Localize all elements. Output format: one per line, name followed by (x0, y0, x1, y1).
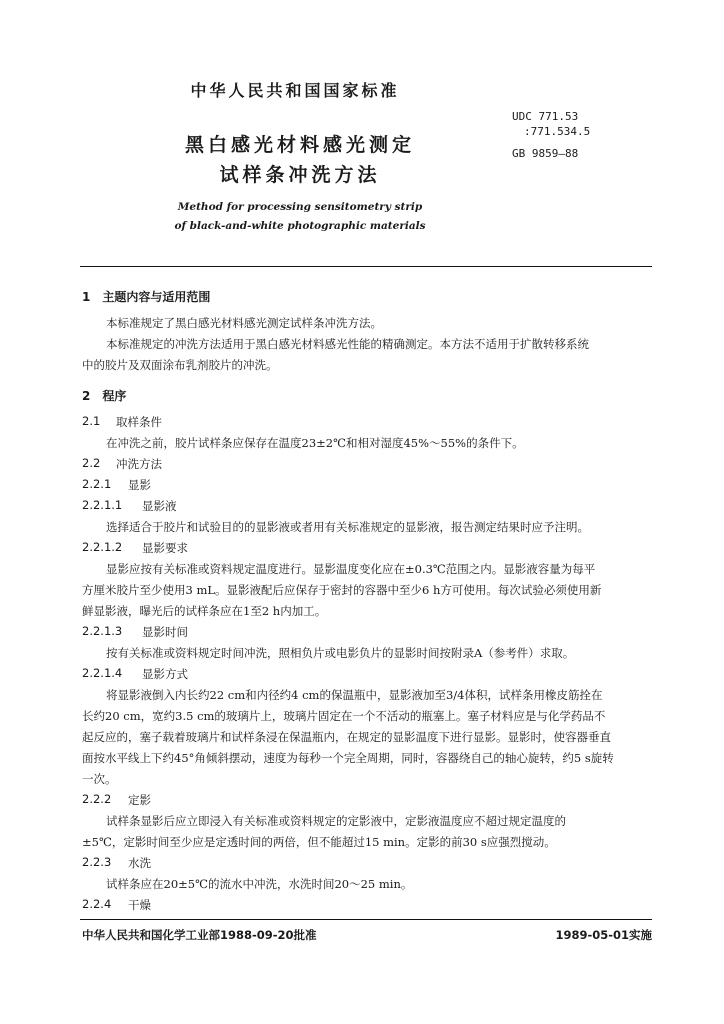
clause-2-2-1-number: 2.2.1 (82, 477, 112, 491)
clause-2-2-4-title: 干燥 (128, 898, 151, 912)
clause-2-2-1-3-text: 按有关标准或资料规定时间冲洗，照相负片或电影负片的显影时间按附录A（参考件）求取。 (106, 646, 575, 660)
section-2-heading: 2 程序 (82, 389, 127, 403)
clause-2-2-1-2-title: 显影要求 (142, 541, 188, 555)
standard-header: 中华人民共和国国家标准 (190, 81, 400, 100)
section-1-heading: 1 主题内容与适用范围 (82, 290, 211, 304)
clause-2-2-1-4-line5: 一次。 (82, 772, 117, 786)
clause-2-2-1-1-number: 2.2.1.1 (82, 498, 123, 512)
clause-2-2-2-number: 2.2.2 (82, 792, 112, 806)
section-1-paragraph-2-line2: 中的胶片及双面涂布乳剂胶片的冲洗。 (82, 358, 278, 372)
clause-2-2-3-number: 2.2.3 (82, 855, 112, 869)
gb-code: GB 9859—88 (512, 147, 579, 160)
clause-2-2-1-title: 显影 (128, 478, 151, 492)
clause-2-2-2-line1: 试样条显影后应立即浸入有关标准或资料规定的定影液中，定影液温度应不超过规定温度的 (106, 814, 566, 828)
clause-2-2-1-4-line2: 长约20 cm，宽约3.5 cm的玻璃片上，玻璃片固定在一个不活动的瓶塞上。塞子材料应是与化学药品不 (82, 709, 606, 723)
clause-2-2-2-line2: ±5℃，定影时间至少应是定透时间的两倍，但不能超过15 min。定影的前30 s应强烈搅动。 (82, 835, 556, 849)
clause-2-1-title: 取样条件 (116, 415, 162, 429)
clause-2-2-4-number: 2.2.4 (82, 897, 112, 911)
footer-effective-date: 1989-05-01实施 (555, 928, 652, 942)
clause-2-2-1-1-title: 显影液 (142, 499, 177, 513)
section-1-paragraph-1: 本标准规定了黑白感光材料感光测定试样条冲洗方法。 (106, 316, 382, 330)
udc-code-line1: UDC 771.53 (512, 110, 579, 123)
clause-2-2-title: 冲洗方法 (116, 457, 162, 471)
clause-2-2-2-title: 定影 (128, 793, 151, 807)
clause-2-2-1-3-title: 显影时间 (142, 625, 188, 639)
clause-2-2-1-4-number: 2.2.1.4 (82, 666, 123, 680)
clause-2-2-1-2-line3: 鲜显影液，曝光后的试样条应在1至2 h内加工。 (82, 604, 327, 618)
clause-2-2-1-2-number: 2.2.1.2 (82, 540, 123, 554)
clause-2-2-1-2-line1: 显影应按有关标准或资料规定温度进行。显影温度变化应在±0.3℃范围之内。显影液容量为每平 (106, 562, 596, 576)
document-title-line2: 试样条冲洗方法 (219, 164, 381, 186)
clause-2-2-1-4-line3: 起反应的，塞子载着玻璃片和试样条浸在保温瓶内，在规定的显影温度下进行显影。显影时，使容器垂直 (82, 730, 611, 744)
clause-2-2-1-3-number: 2.2.1.3 (82, 624, 123, 638)
clause-2-2-number: 2.2 (82, 456, 101, 470)
clause-2-2-1-2-line2: 方厘米胶片至少使用3 mL。显影液配后应保存于密封的容器中至少6 h方可使用。每次试验必须使用新 (82, 583, 602, 597)
section-1-paragraph-2-line1: 本标准规定的冲洗方法适用于黑白感光材料感光性能的精确测定。本方法不适用于扩散转移系统 (106, 337, 589, 351)
footer-divider (80, 919, 652, 920)
document-title-line1: 黑白感光材料感光测定 (184, 134, 415, 156)
udc-code-line2: :771.534.5 (524, 125, 591, 138)
english-title-line1: Method for processing sensitometry strip (177, 201, 423, 213)
english-title-line2: of black-and-white photographic materials (174, 220, 426, 232)
clause-2-2-1-4-title: 显影方式 (142, 667, 188, 681)
clause-2-2-3-title: 水洗 (128, 856, 151, 870)
clause-2-2-3-text: 试样条应在20±5℃的流水中冲洗，水洗时间20～25 min。 (106, 877, 413, 891)
clause-2-1-number: 2.1 (82, 414, 101, 428)
clause-2-2-1-4-line4: 面按水平线上下约45°角倾斜摆动，速度为每秒一个完全周期，同时，容器绕自己的轴心旋转，约5 s旋转 (82, 751, 614, 765)
footer-approval: 中华人民共和国化学工业部1988-09-20批准 (82, 928, 317, 942)
clause-2-2-1-4-line1: 将显影液倒入内长约22 cm和内径约4 cm的保温瓶中，显影液加至3/4体积，试样条用橡皮筋拴在 (106, 688, 603, 702)
clause-2-1-text: 在冲洗之前，胶片试样条应保存在温度23±2℃和相对湿度45%～55%的条件下。 (106, 436, 524, 450)
clause-2-2-1-1-text: 选择适合于胶片和试验目的的显影液或者用有关标准规定的显影液，报告测定结果时应予注明。 (106, 520, 589, 534)
header-divider (80, 266, 652, 267)
